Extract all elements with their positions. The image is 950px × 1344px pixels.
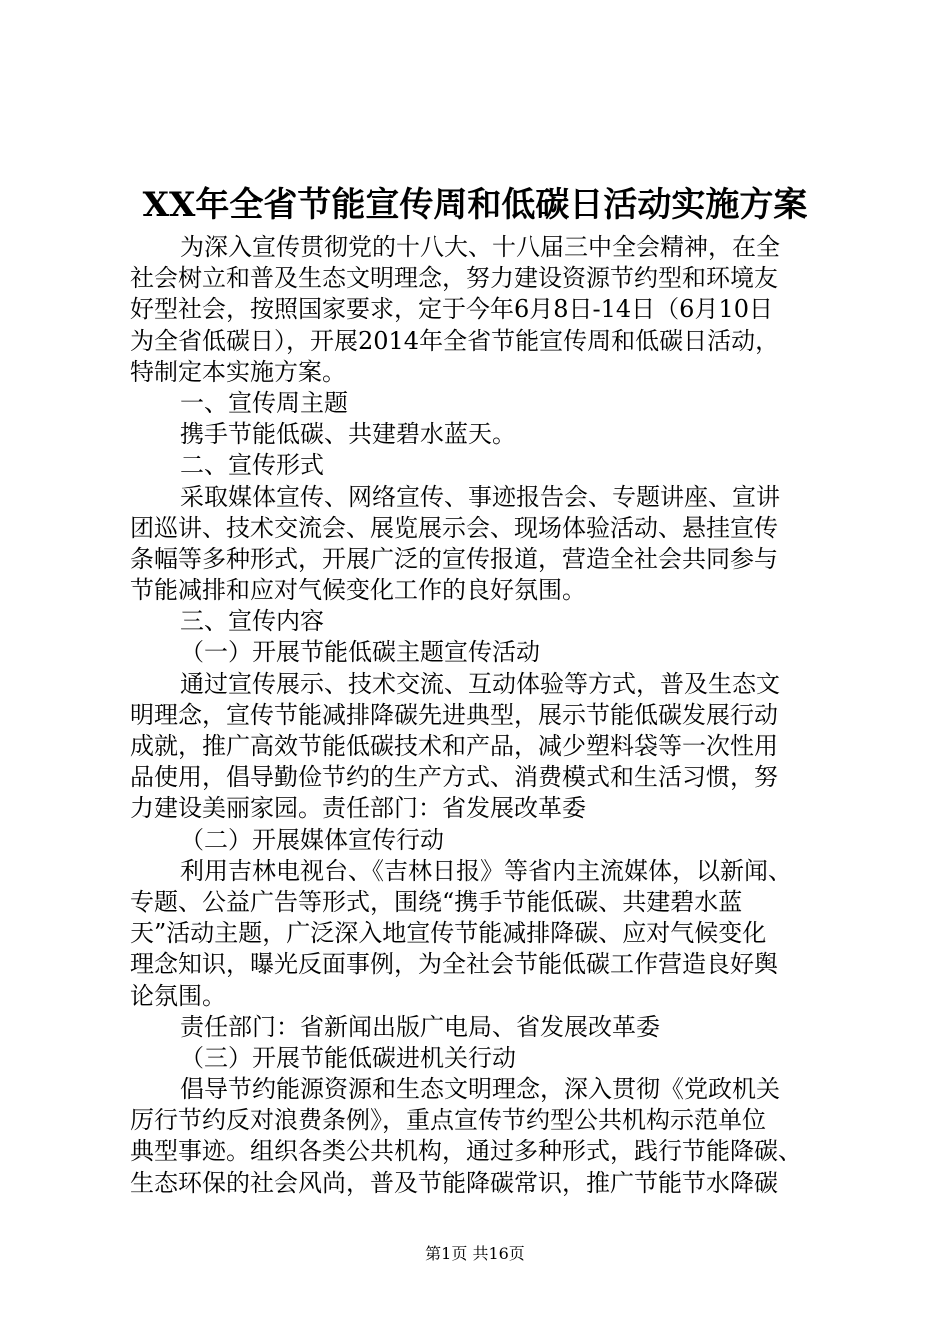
text-line: 专题、公益广告等形式，围绕“携手节能低碳、共建碧水蓝 bbox=[130, 887, 743, 916]
text-line: 好型社会，按照国家要求，定于今年6月8日-14日（6月10日 bbox=[130, 295, 773, 324]
page-footer: 第1页 共16页 bbox=[425, 1244, 525, 1263]
text-line: 采取媒体宣传、网络宣传、事迹报告会、专题讲座、宣讲 bbox=[180, 482, 780, 511]
text-line: 一、宣传周主题 bbox=[180, 388, 348, 417]
text-line: 明理念，宣传节能减排降碳先进典型，展示节能低碳发展行动 bbox=[130, 700, 778, 729]
text-line: 特制定本实施方案。 bbox=[130, 357, 346, 386]
text-line: 节能减排和应对气候变化工作的良好氛围。 bbox=[130, 576, 586, 605]
text-line: 为全省低碳日），开展2014年全省节能宣传周和低碳日活动， bbox=[130, 326, 780, 355]
text-line: 论氛围。 bbox=[130, 981, 226, 1010]
text-line: 利用吉林电视台、《吉林日报》等省内主流媒体，以新闻、 bbox=[180, 856, 792, 885]
text-line: 理念知识，曝光反面事例，为全社会节能低碳工作营造良好舆 bbox=[130, 950, 778, 979]
text-line: 责任部门：省新闻出版广电局、省发展改革委 bbox=[180, 1012, 660, 1041]
text-line: 三、宣传内容 bbox=[180, 607, 324, 636]
text-line: 厉行节约反对浪费条例》，重点宣传节约型公共机构示范单位 bbox=[130, 1106, 766, 1135]
text-line: 力建设美丽家园。责任部门：省发展改革委 bbox=[130, 794, 586, 823]
text-line: 团巡讲、技术交流会、展览展示会、现场体验活动、悬挂宣传 bbox=[130, 513, 778, 542]
document-body bbox=[130, 232, 830, 1199]
document-title: XX年全省节能宣传周和低碳日活动实施方案 bbox=[142, 185, 808, 225]
text-line: 生态环保的社会风尚，普及节能降碳常识，推广节能节水降碳 bbox=[130, 1168, 778, 1197]
text-line: （一）开展节能低碳主题宣传活动 bbox=[180, 638, 540, 667]
text-line: 为深入宣传贯彻党的十八大、十八届三中全会精神，在全 bbox=[180, 233, 780, 261]
text-line: 携手节能低碳、共建碧水蓝天。 bbox=[180, 420, 516, 449]
text-line: （三）开展节能低碳进机关行动 bbox=[180, 1043, 516, 1072]
text-line: 倡导节约能源资源和生态文明理念，深入贯彻《党政机关 bbox=[180, 1075, 780, 1104]
text-line: 成就，推广高效节能低碳技术和产品，减少塑料袋等一次性用 bbox=[130, 732, 778, 760]
text-line: 天”活动主题，广泛深入地宣传节能减排降碳、应对气候变化 bbox=[130, 919, 767, 948]
text-line: 典型事迹。组织各类公共机构，通过多种形式，践行节能降碳、 bbox=[130, 1137, 802, 1166]
text-line: 品使用，倡导勤俭节约的生产方式、消费模式和生活习惯，努 bbox=[130, 763, 778, 792]
text-line: 二、宣传形式 bbox=[180, 451, 324, 480]
text-line: （二）开展媒体宣传行动 bbox=[180, 825, 444, 854]
text-line: 社会树立和普及生态文明理念，努力建设资源节约型和环境友 bbox=[130, 264, 778, 293]
text-line: 通过宣传展示、技术交流、互动体验等方式，普及生态文 bbox=[180, 669, 780, 698]
text-line: 条幅等多种形式，开展广泛的宣传报道，营造全社会共同参与 bbox=[130, 544, 778, 573]
